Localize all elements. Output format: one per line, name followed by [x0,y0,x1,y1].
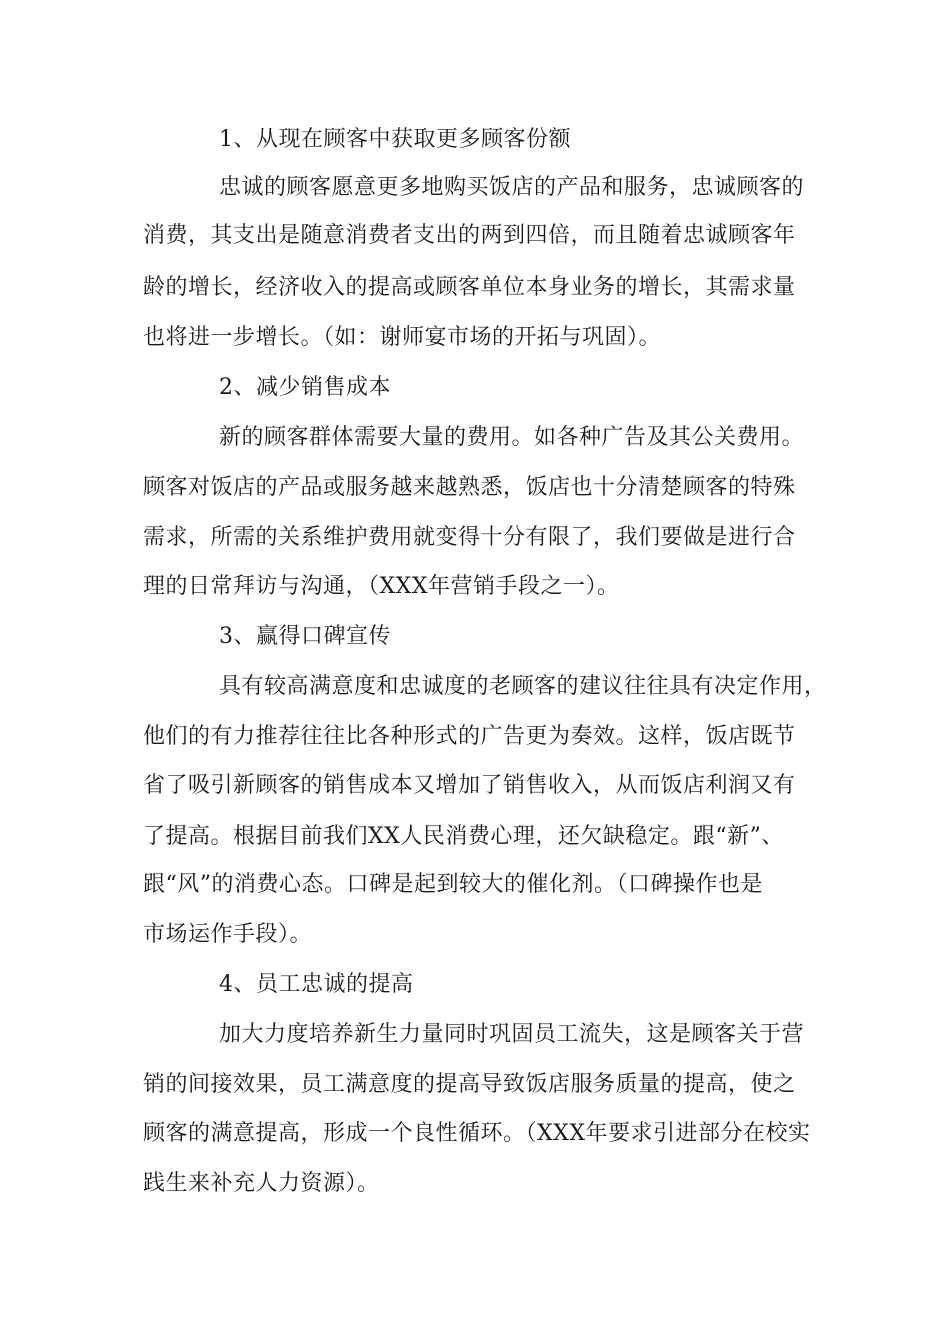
section-3-line-2: 他们的有力推荐往往比各种形式的广告更为奏效。这样，饭店既节 [143,724,796,749]
section-1-line-1: 忠诚的顾客愿意更多地购买饭店的产品和服务，忠诚顾客的 [219,175,805,200]
section-3-line-1: 具有较高满意度和忠诚度的老顾客的建议往往具有决定作用， [219,674,827,699]
section-4-line-1: 加大力度培养新生力量同时巩固员工流失，这是顾客关于营 [219,1022,805,1047]
section-1-line-3: 龄的增长，经济收入的提高或顾客单位本身业务的增长，其需求量 [143,275,796,300]
section-3-heading: 3、赢得口碑宣传 [219,624,391,649]
section-4-line-3: 顾客的满意提高，形成一个良性循环。（XXX年要求引进部分在校实 [143,1121,811,1146]
section-4-heading: 4、员工忠诚的提高 [219,972,414,997]
section-2-heading: 2、减少销售成本 [219,375,391,400]
section-3-line-5: 跟“风”的消费心态。口碑是起到较大的催化剂。（口碑操作也是 [143,872,763,897]
section-1-line-2: 消费，其支出是随意消费者支出的两到四倍，而且随着忠诚顾客年 [143,223,796,248]
section-3-line-6: 市场运作手段）。 [143,922,313,947]
section-4-line-2: 销的间接效果，员工满意度的提高导致饭店服务质量的提高，使之 [143,1072,796,1097]
section-2-line-3: 需求，所需的关系维护费用就变得十分有限了，我们要做是进行合 [143,525,796,550]
section-2-line-4: 理的日常拜访与沟通，（XXX年营销手段之一）。 [143,574,620,599]
section-2-line-1: 新的顾客群体需要大量的费用。如各种广告及其公关费用。 [219,425,805,450]
section-1-heading: 1、从现在顾客中获取更多顾客份额 [219,127,571,152]
section-2-line-2: 顾客对饭店的产品或服务越来越熟悉，饭店也十分清楚顾客的特殊 [143,475,796,500]
section-3-line-3: 省了吸引新顾客的销售成本又增加了销售收入，从而饭店利润又有 [143,773,796,798]
section-4-line-4: 践生来补充人力资源）。 [143,1171,380,1196]
section-1-line-4: 也将进一步增长。（如：谢师宴市场的开拓与巩固）。 [143,325,662,350]
section-3-line-4: 了提高。根据目前我们XX人民消费心理，还欠缺稳定。跟“新”、 [143,824,784,849]
